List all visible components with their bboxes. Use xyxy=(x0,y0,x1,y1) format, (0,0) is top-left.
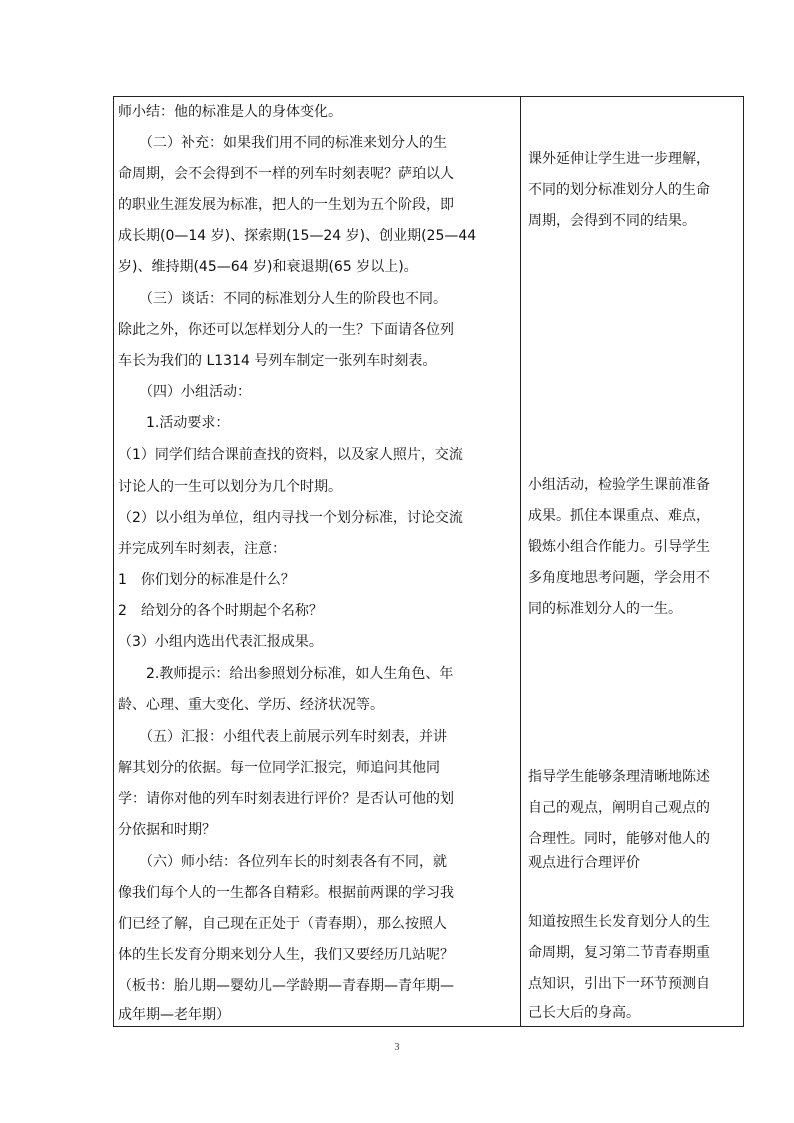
left-line-19: 2.教师提示：给出参照划分标准，如人生角色、年 xyxy=(118,666,454,682)
right-line-12: 观点进行合理评价 xyxy=(528,855,640,871)
column-divider xyxy=(520,97,521,1026)
left-line-17: 2 给划分的各个时期起个名称？ xyxy=(118,603,323,619)
left-line-20: 龄、心理、重大变化、学历、经济状况等。 xyxy=(118,697,384,713)
left-line-29: （板书：胎儿期—婴幼儿—学龄期—青春期—青年期— xyxy=(118,978,454,994)
left-line-5: 成长期(0—14 岁)、探索期(15—24 岁)、创业期(25—44 xyxy=(118,228,477,244)
right-line-13: 知道按照生长发育划分人的生 xyxy=(528,914,710,930)
right-line-8: 同的标准划分人的一生。 xyxy=(528,601,682,617)
left-line-21: （五）汇报：小组代表上前展示列车时刻表，并讲 xyxy=(118,729,447,745)
right-line-5: 成果。抓住本课重点、难点， xyxy=(528,508,710,524)
left-line-13: 讨论人的一生可以划分为几个时期。 xyxy=(118,479,342,495)
right-line-15: 点知识，引出下一环节预测自 xyxy=(528,976,710,992)
left-line-3: 命周期，会不会得到不一样的列车时刻表呢？萨珀以人 xyxy=(118,166,454,182)
left-line-11: 1.活动要求： xyxy=(118,415,230,431)
right-line-11: 合理性。同时，能够对他人的 xyxy=(528,831,710,847)
left-line-30: 成年期—老年期） xyxy=(118,1007,230,1023)
right-line-4: 小组活动，检验学生课前准备 xyxy=(528,477,710,493)
right-line-6: 锻炼小组合作能力。引导学生 xyxy=(528,539,710,555)
left-line-10: （四）小组活动： xyxy=(118,384,251,400)
right-line-16: 己长大后的身高。 xyxy=(528,1005,640,1021)
left-line-7: （三）谈话：不同的标准划分人生的阶段也不同。 xyxy=(118,291,447,307)
right-line-2: 不同的划分标准划分人的生命 xyxy=(528,182,710,198)
left-line-9: 车长为我们的 L1314 号列车制定一张列车时刻表。 xyxy=(118,353,437,369)
right-line-10: 自己的观点，阐明自己观点的 xyxy=(528,800,710,816)
left-line-18: （3）小组内选出代表汇报成果。 xyxy=(118,634,323,650)
page-number: 3 xyxy=(394,1042,400,1053)
left-line-6: 岁)、维持期(45—64 岁)和衰退期(65 岁以上)。 xyxy=(118,259,418,275)
right-line-7: 多角度地思考问题，学会用不 xyxy=(528,570,710,586)
right-line-9: 指导学生能够条理清晰地陈述 xyxy=(528,769,710,785)
left-line-26: 像我们每个人的一生都各自精彩。根据前两课的学习我 xyxy=(118,885,454,901)
left-line-25: （六）师小结：各位列车长的时刻表各有不同，就 xyxy=(118,854,447,870)
left-line-27: 们已经了解，自己现在正处于（青春期），那么按照人 xyxy=(118,916,447,932)
left-line-12: （1）同学们结合课前查找的资料，以及家人照片，交流 xyxy=(118,447,463,463)
left-line-8: 除此之外，你还可以怎样划分人的一生？下面请各位列 xyxy=(118,322,454,338)
lesson-table xyxy=(113,96,744,1027)
right-line-1: 课外延伸让学生进一步理解， xyxy=(528,151,710,167)
left-line-24: 分依据和时期？ xyxy=(118,822,216,838)
left-line-4: 的职业生涯发展为标准，把人的一生划为五个阶段，即 xyxy=(118,197,454,213)
left-line-1: 师小结：他的标准是人的身体变化。 xyxy=(118,104,342,120)
right-line-3: 周期，会得到不同的结果。 xyxy=(528,213,696,229)
left-line-23: 学：请你对他的列车时刻表进行评价？是否认可他的划 xyxy=(118,791,454,807)
left-line-14: （2）以小组为单位，组内寻找一个划分标准，讨论交流 xyxy=(118,510,463,526)
left-line-2: （二）补充：如果我们用不同的标准来划分人的生 xyxy=(118,135,447,151)
left-line-28: 体的生长发育分期来划分人生，我们又要经历几站呢？ xyxy=(118,947,454,963)
right-line-14: 命周期，复习第二节青春期重 xyxy=(528,945,710,961)
left-line-15: 并完成列车时刻表，注意： xyxy=(118,541,286,557)
left-line-22: 解其划分的依据。每一位同学汇报完，师追问其他同 xyxy=(118,760,440,776)
left-line-16: 1 你们划分的标准是什么？ xyxy=(118,572,295,588)
